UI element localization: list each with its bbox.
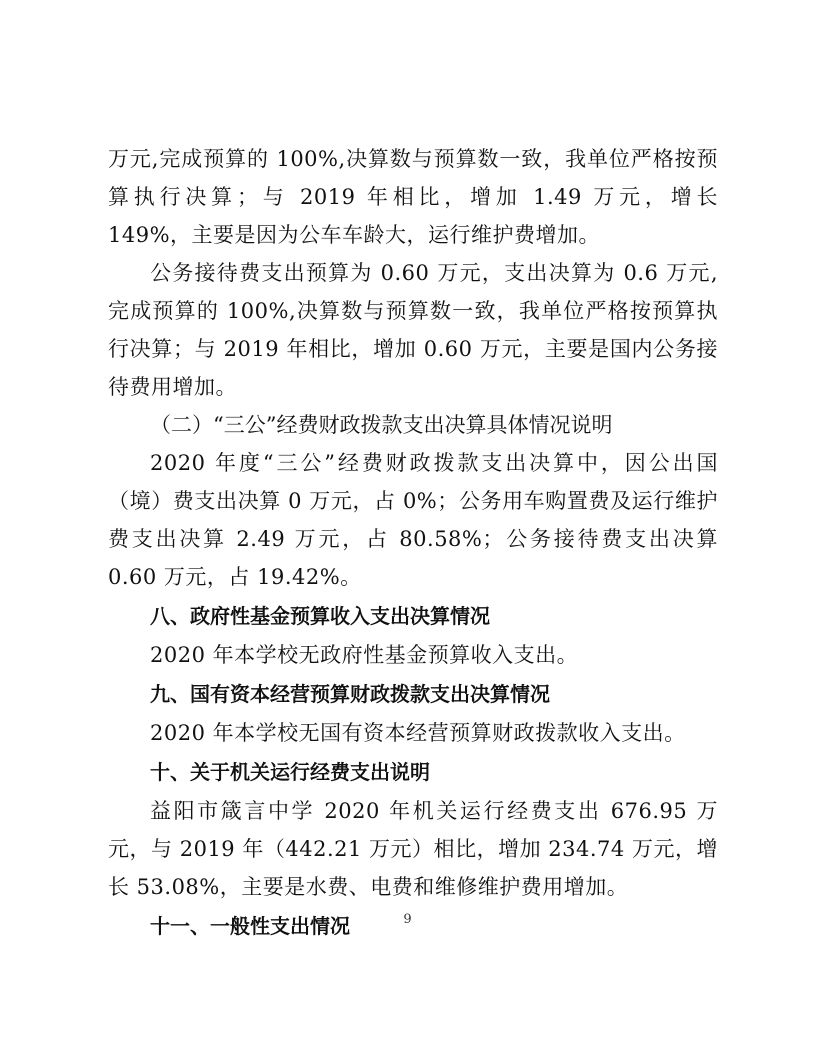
paragraph-operating-expense: 益阳市箴言中学 2020 年机关运行经费支出 676.95 万元，与 2019 年（442.21 万元）相比，增加 234.74 万元，增长 53.08%，主要是水费、电费和维修维护费用增加。 <box>108 799 718 899</box>
document-body <box>108 140 718 946</box>
paragraph-state-capital: 2020 年本学校无国有资本经营预算财政拨款收入支出。 <box>150 721 686 745</box>
page-number: 9 <box>403 912 412 927</box>
section-heading-operating-expense: 十、关于机关运行经费支出说明 <box>150 760 430 784</box>
paragraph-reception-expense: 公务接待费支出预算为 0.60 万元，支出决算为 0.6 万元,完成预算的 100%,决算数与预算数一致，我单位严格按预算执行决算；与 2019 年相比，增加 0.60 万元，主要是国内公务接待费用增加。 <box>108 261 718 399</box>
paragraph-government-fund: 2020 年本学校无政府性基金预算收入支出。 <box>150 643 579 667</box>
section-heading-state-capital: 九、国有资本经营预算财政拨款支出决算情况 <box>150 682 550 706</box>
section-heading-general-expense: 十一、一般性支出情况 <box>150 914 350 938</box>
paragraph-three-public-detail: 2020 年度“三公”经费财政拨款支出决算中，因公出国（境）费支出决算 0 万元，占 0%；公务用车购置费及运行维护费支出决算 2.49 万元，占 80.58%；公务接待费支出决算 0.60 万元，占 19.42%。 <box>108 451 718 589</box>
subsection-title-three-public: （二）“三公”经费财政拨款支出决算具体情况说明 <box>150 413 613 437</box>
section-heading-government-fund: 八、政府性基金预算收入支出决算情况 <box>150 604 490 628</box>
paragraph-vehicle-maintenance: 万元,完成预算的 100%,决算数与预算数一致，我单位严格按预算执行决算；与 2019 年相比，增加 1.49 万元，增长 149%，主要是因为公车车龄大，运行维护费增加。 <box>108 147 718 247</box>
